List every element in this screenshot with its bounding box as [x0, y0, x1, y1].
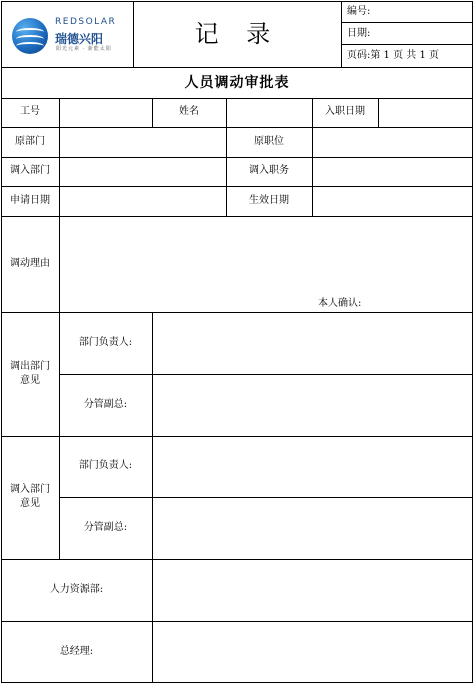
- page-label: 页码:第 1 页 共 1 页: [347, 50, 439, 61]
- effective-date-field[interactable]: [313, 187, 473, 216]
- hr-dept-field[interactable]: [153, 560, 473, 621]
- apply-date-field[interactable]: [60, 187, 226, 216]
- header-row-line-1: [341, 22, 473, 23]
- logo-tagline: 阳光元素 · 新能太阳: [56, 46, 112, 52]
- name-field[interactable]: [227, 99, 312, 127]
- in-dept-head-field[interactable]: [153, 437, 473, 497]
- form-title: 人员调动审批表: [184, 75, 290, 91]
- orig-position-field[interactable]: [313, 128, 473, 157]
- orig-dept-field[interactable]: [60, 128, 226, 157]
- hire-date-field[interactable]: [379, 99, 473, 127]
- logo-chinese-name: 瑞德兴阳: [55, 32, 104, 46]
- out-dept-head-label: 部门负责人:: [78, 337, 133, 348]
- in-dept-opinion-label-2: 意见: [20, 498, 40, 509]
- header-row-line-2: [341, 44, 473, 45]
- date-label: 日期:: [347, 28, 371, 39]
- out-vp-field[interactable]: [153, 375, 473, 436]
- new-position-field[interactable]: [313, 158, 473, 186]
- reason-field[interactable]: [60, 217, 473, 312]
- new-position-label: 调入职务: [249, 165, 289, 176]
- effective-date-label: 生效日期: [249, 195, 289, 206]
- gm-field[interactable]: [153, 622, 473, 683]
- hire-date-label: 入职日期: [325, 106, 365, 117]
- out-dept-head-field[interactable]: [153, 313, 473, 374]
- logo-english-name: REDSOLAR: [55, 17, 117, 27]
- number-label: 编号:: [347, 6, 371, 17]
- in-dept-head-label: 部门负责人:: [78, 460, 133, 471]
- employee-id-label: 工号: [20, 106, 40, 117]
- employee-id-field[interactable]: [60, 99, 152, 127]
- doc-title: 记 录: [194, 20, 281, 48]
- hr-dept-label: 人力资源部:: [49, 584, 104, 595]
- orig-dept-label: 原部门: [15, 136, 45, 147]
- apply-date-label: 申请日期: [10, 195, 50, 206]
- in-vp-label: 分管副总:: [83, 522, 128, 533]
- in-dept-opinion-label-1: 调入部门: [10, 484, 50, 495]
- in-vp-field[interactable]: [153, 498, 473, 559]
- gm-label: 总经理:: [59, 646, 94, 657]
- orig-position-label: 原职位: [254, 136, 284, 147]
- header-divider-right: [341, 1, 342, 67]
- name-label: 姓名: [179, 106, 199, 117]
- out-dept-opinion-label-2: 意见: [20, 375, 40, 386]
- logo-globe-icon: [12, 18, 48, 54]
- out-dept-opinion-label-1: 调出部门: [10, 361, 50, 372]
- out-vp-label: 分管副总:: [83, 399, 128, 410]
- new-dept-label: 调入部门: [10, 165, 50, 176]
- reason-label: 调动理由: [10, 258, 50, 269]
- new-dept-field[interactable]: [60, 158, 226, 186]
- self-confirm-label: 本人确认:: [318, 298, 362, 309]
